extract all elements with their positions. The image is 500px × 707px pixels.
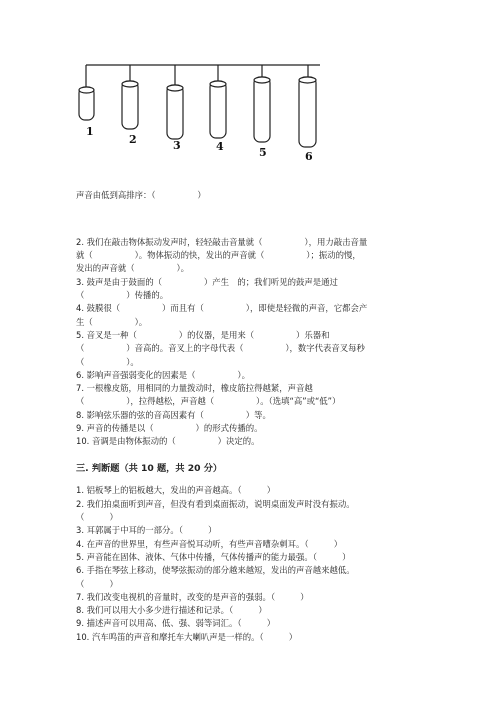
judge-line: 5. 声音能在固体、液体、气体中传播，气体传播声的能力最强。（ ） (76, 552, 351, 562)
tube-6 (299, 77, 316, 147)
fill-line: （ ）音高的。音叉上的字母代表（ ），数字代表音叉每秒 (76, 343, 365, 353)
tube-label-4: 4 (216, 140, 224, 153)
judge-line: 7. 我们改变电视机的音量时，改变的是声音的强弱。（ ） (76, 592, 309, 602)
judge-line: （ ） (76, 579, 118, 589)
judge-line: 3. 耳郭属于中耳的一部分。（ ） (76, 525, 217, 535)
judge-line: 10. 汽车鸣笛的声音和摩托车大喇叭声是一样的。（ ） (76, 632, 298, 642)
tubes-diagram (70, 55, 350, 165)
fill-line: （ ）传播的。 (76, 290, 169, 300)
tube-2 (122, 81, 138, 129)
tube-label-6: 6 (305, 150, 313, 163)
question-sort: 声音由低到高排序：（ ） (76, 190, 206, 200)
judge-line: 8. 我们可以用大小多少进行描述和记录。（ ） (76, 605, 267, 615)
tube-label-2: 2 (129, 133, 137, 146)
fill-line: 8. 影响弦乐器的弦的音高因素有（ ）等。 (76, 410, 271, 420)
tube-label-3: 3 (173, 139, 181, 152)
fill-line: 5. 音叉是一种（ ）的仪器，是用来（ ）乐器和 (76, 330, 330, 340)
judge-line: 6. 手指在琴弦上移动，使琴弦振动的部分越来越短，发出的声音越来越低。 (76, 565, 355, 575)
judge-line: （ ） (76, 512, 118, 522)
fill-line: 发出的声音就（ ）。 (76, 263, 190, 273)
tube-3 (167, 85, 183, 139)
tube-label-5: 5 (259, 146, 267, 159)
judge-line: 4. 在声音的世界里，有些声音悦耳动听，有些声音嘈杂刺耳。（ ） (76, 539, 343, 549)
section-3-title: 三. 判断题（共 10 题，共 20 分） (76, 463, 223, 474)
fill-line: 6. 影响声音强弱变化的因素是（ ）。 (76, 370, 250, 380)
tube-5 (254, 77, 270, 142)
fill-line: （ ）。 (76, 357, 139, 367)
fill-line: 2. 我们在敲击物体振动发声时，轻轻敲击音量就（ ），用力敲击音量 (76, 237, 368, 247)
fill-line: （ ），拉得越松，声音越（ ）。（选填“高”或“低”） (76, 396, 341, 406)
fill-line: 3. 鼓声是由于鼓面的（ ）产生 的；我们听见的鼓声是通过 (76, 277, 338, 287)
fill-line: 就（ ）。物体振动的快，发出的声音就（ ）；振动的慢， (76, 250, 361, 260)
fill-line: 生（ ）。 (76, 317, 148, 327)
tube-4 (210, 81, 226, 138)
judge-line: 9. 描述声音可以用高、低、强、弱等词汇。（ ） (76, 618, 276, 628)
judge-line: 1. 铝板琴上的铝板越大，发出的声音越高。（ ） (76, 485, 276, 495)
fill-line: 9. 声音的传播是以（ ）的形式传播的。 (76, 423, 263, 433)
hanging-tubes-figure (70, 55, 350, 165)
fill-line: 10. 音调是由物体振动的（ ）决定的。 (76, 436, 260, 446)
judge-line: 2. 我们拍桌面听到声音，但没有看到桌面振动，说明桌面发声时没有振动。 (76, 499, 355, 509)
fill-line: 7. 一根橡皮筋，用相同的力量拨动时，橡皮筋拉得越紧，声音越 (76, 383, 313, 393)
tube-label-1: 1 (86, 125, 94, 138)
fill-line: 4. 鼓膜很（ ）而且有（ ），即使是轻微的声音，它都会产 (76, 303, 368, 313)
